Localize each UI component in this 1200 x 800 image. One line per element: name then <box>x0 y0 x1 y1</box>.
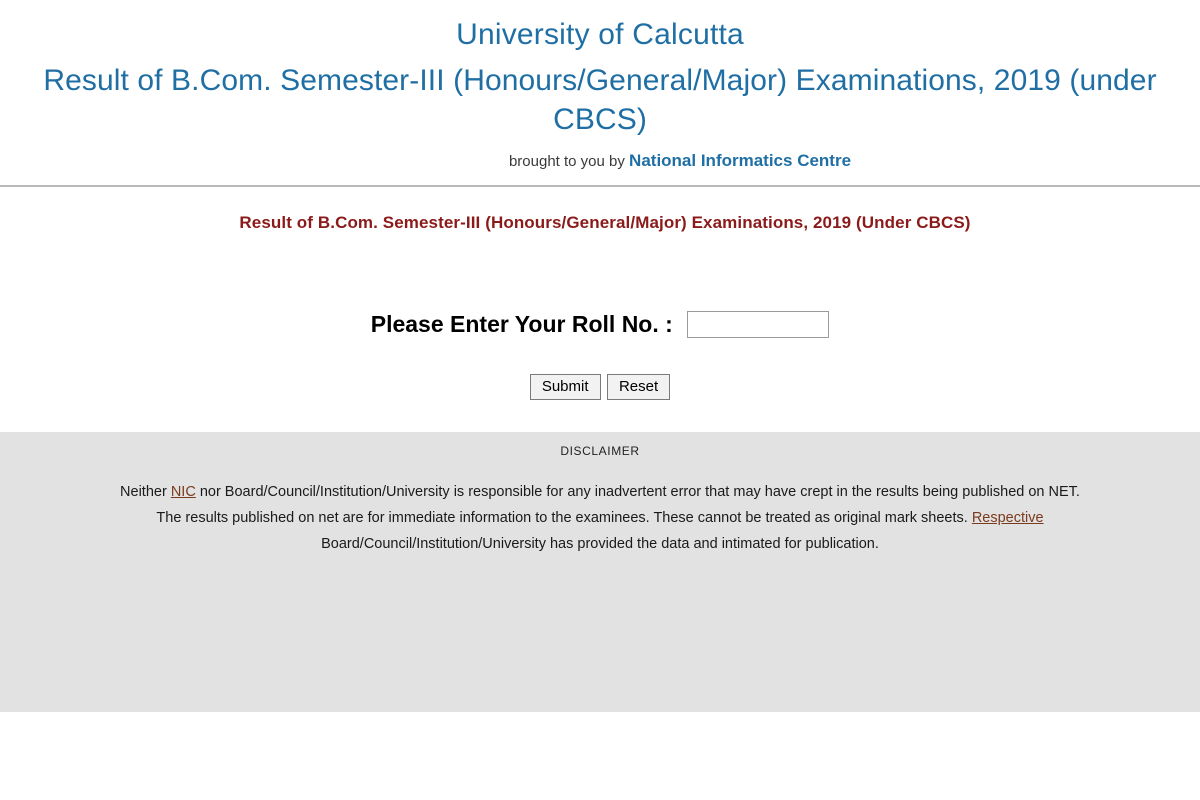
roll-number-label: Please Enter Your Roll No. : <box>370 310 673 337</box>
bottom-strip <box>0 712 1200 764</box>
roll-number-input[interactable] <box>687 311 829 338</box>
disclaimer-line1-part2: nor Board/Council/Institution/University is responsible for any inadvertent error that may have crept in the results being published on NET. <box>195 484 1080 500</box>
respective-link[interactable]: Respective <box>971 509 1044 526</box>
form-buttons <box>0 374 1200 401</box>
main-content <box>0 187 1200 415</box>
university-title: University of Calcutta <box>456 18 744 51</box>
nic-organization-name: National Informatics Centre <box>629 150 852 170</box>
disclaimer-line3: Board/Council/Institution/University has provided the data and intimated for publication. <box>321 535 879 552</box>
result-heading: Result of B.Com. Semester-III (Honours/General/Major) Examinations, 2019 (Under CBCS) <box>239 212 971 232</box>
page-header <box>0 0 1200 187</box>
disclaimer-title: DISCLAIMER <box>560 444 640 458</box>
brought-to-you-by-label: brought to you by <box>508 152 625 170</box>
roll-number-row <box>0 311 1200 338</box>
reset-button[interactable]: Reset <box>607 374 670 401</box>
examination-title: Result of B.Com. Semester-III (Honours/General/Major) Examinations, 2019 (under CBCS) <box>43 63 1157 136</box>
disclaimer-line1-part1: Neither <box>120 484 171 500</box>
submit-button[interactable]: Submit <box>530 374 601 401</box>
disclaimer-section <box>0 432 1200 712</box>
nic-link[interactable]: NIC <box>170 484 196 500</box>
brought-to-you-by <box>0 151 1200 171</box>
disclaimer-body <box>90 480 1110 557</box>
disclaimer-line2-part1: The results published on net are for immediate information to the examinees. These cannot be treated as original mark sheets. <box>156 509 972 526</box>
